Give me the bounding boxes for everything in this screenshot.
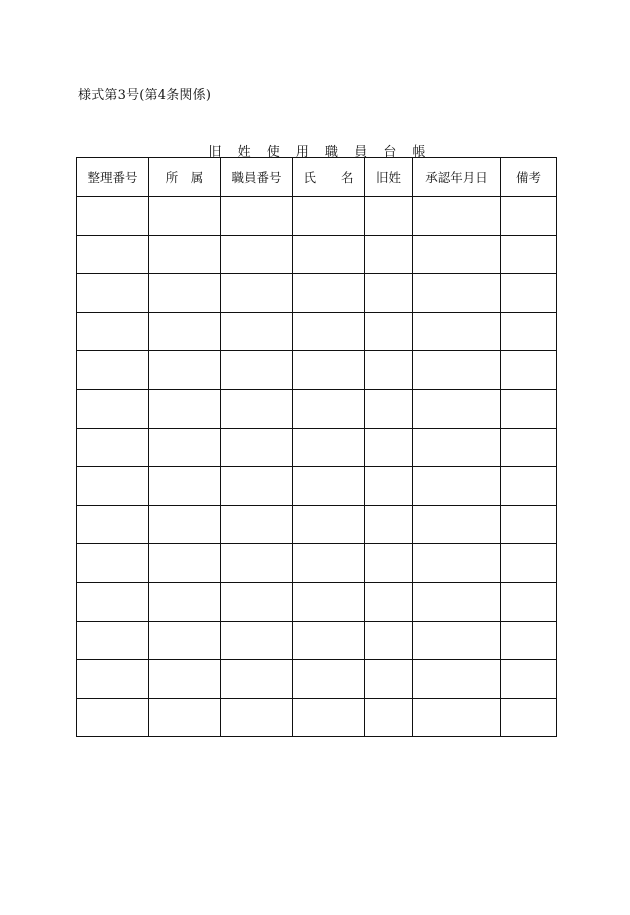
cell-name xyxy=(293,389,365,428)
cell-remarks xyxy=(501,235,557,274)
cell-employee-number xyxy=(221,621,293,660)
cell-name xyxy=(293,274,365,313)
table-row xyxy=(77,197,557,236)
cell-serial-number xyxy=(77,197,149,236)
cell-remarks xyxy=(501,389,557,428)
cell-department xyxy=(149,428,221,467)
cell-remarks xyxy=(501,197,557,236)
cell-employee-number xyxy=(221,351,293,390)
cell-former-surname xyxy=(365,505,413,544)
cell-serial-number xyxy=(77,621,149,660)
cell-department xyxy=(149,698,221,737)
cell-department xyxy=(149,467,221,506)
column-header-employee-number: 職員番号 xyxy=(221,158,293,197)
column-header-former-surname: 旧姓 xyxy=(365,158,413,197)
table-row xyxy=(77,389,557,428)
cell-serial-number xyxy=(77,428,149,467)
cell-former-surname xyxy=(365,197,413,236)
cell-remarks xyxy=(501,582,557,621)
cell-serial-number xyxy=(77,312,149,351)
cell-former-surname xyxy=(365,312,413,351)
table-row xyxy=(77,235,557,274)
cell-remarks xyxy=(501,351,557,390)
table-row xyxy=(77,428,557,467)
cell-department xyxy=(149,621,221,660)
cell-serial-number xyxy=(77,274,149,313)
cell-remarks xyxy=(501,698,557,737)
cell-name xyxy=(293,544,365,583)
cell-remarks xyxy=(501,544,557,583)
cell-former-surname xyxy=(365,621,413,660)
cell-employee-number xyxy=(221,660,293,699)
cell-name xyxy=(293,505,365,544)
cell-name xyxy=(293,582,365,621)
cell-approval-date xyxy=(413,235,501,274)
cell-remarks xyxy=(501,274,557,313)
cell-department xyxy=(149,197,221,236)
cell-department xyxy=(149,389,221,428)
register-table xyxy=(76,157,557,737)
cell-approval-date xyxy=(413,698,501,737)
cell-employee-number xyxy=(221,235,293,274)
form-number: 様式第3号(第4条関係) xyxy=(78,88,212,103)
cell-approval-date xyxy=(413,467,501,506)
cell-employee-number xyxy=(221,197,293,236)
cell-department xyxy=(149,660,221,699)
table-row xyxy=(77,312,557,351)
cell-approval-date xyxy=(413,351,501,390)
cell-department xyxy=(149,274,221,313)
cell-approval-date xyxy=(413,312,501,351)
cell-remarks xyxy=(501,428,557,467)
cell-employee-number xyxy=(221,467,293,506)
cell-employee-number xyxy=(221,505,293,544)
cell-name xyxy=(293,698,365,737)
table-row xyxy=(77,582,557,621)
cell-former-surname xyxy=(365,389,413,428)
table-row xyxy=(77,660,557,699)
cell-former-surname xyxy=(365,467,413,506)
cell-employee-number xyxy=(221,389,293,428)
cell-remarks xyxy=(501,312,557,351)
cell-serial-number xyxy=(77,351,149,390)
cell-department xyxy=(149,505,221,544)
cell-approval-date xyxy=(413,428,501,467)
cell-remarks xyxy=(501,505,557,544)
cell-department xyxy=(149,235,221,274)
cell-approval-date xyxy=(413,505,501,544)
cell-serial-number xyxy=(77,235,149,274)
cell-employee-number xyxy=(221,582,293,621)
cell-employee-number xyxy=(221,274,293,313)
cell-department xyxy=(149,312,221,351)
cell-serial-number xyxy=(77,582,149,621)
table-row xyxy=(77,467,557,506)
cell-serial-number xyxy=(77,467,149,506)
cell-approval-date xyxy=(413,389,501,428)
cell-remarks xyxy=(501,621,557,660)
cell-name xyxy=(293,351,365,390)
cell-former-surname xyxy=(365,351,413,390)
column-header-approval-date: 承認年月日 xyxy=(413,158,501,197)
cell-remarks xyxy=(501,467,557,506)
table-row xyxy=(77,698,557,737)
cell-approval-date xyxy=(413,197,501,236)
cell-employee-number xyxy=(221,312,293,351)
register-title: 旧 姓 使 用 職 員 台 帳 xyxy=(208,145,432,160)
cell-former-surname xyxy=(365,698,413,737)
cell-employee-number xyxy=(221,428,293,467)
table-row xyxy=(77,351,557,390)
cell-department xyxy=(149,544,221,583)
column-header-remarks: 備考 xyxy=(501,158,557,197)
cell-name xyxy=(293,235,365,274)
cell-serial-number xyxy=(77,505,149,544)
cell-serial-number xyxy=(77,544,149,583)
cell-name xyxy=(293,312,365,351)
column-header-name: 氏 名 xyxy=(293,158,365,197)
cell-employee-number xyxy=(221,698,293,737)
cell-former-surname xyxy=(365,544,413,583)
cell-name xyxy=(293,197,365,236)
header-row xyxy=(77,158,557,197)
register-body xyxy=(77,197,557,737)
table-row xyxy=(77,544,557,583)
cell-name xyxy=(293,621,365,660)
column-header-department: 所 属 xyxy=(149,158,221,197)
cell-approval-date xyxy=(413,544,501,583)
cell-approval-date xyxy=(413,660,501,699)
cell-former-surname xyxy=(365,428,413,467)
table-row xyxy=(77,274,557,313)
cell-approval-date xyxy=(413,582,501,621)
cell-serial-number xyxy=(77,698,149,737)
cell-name xyxy=(293,428,365,467)
cell-remarks xyxy=(501,660,557,699)
cell-serial-number xyxy=(77,660,149,699)
cell-department xyxy=(149,351,221,390)
cell-department xyxy=(149,582,221,621)
cell-former-surname xyxy=(365,660,413,699)
cell-approval-date xyxy=(413,621,501,660)
cell-former-surname xyxy=(365,235,413,274)
cell-employee-number xyxy=(221,544,293,583)
cell-name xyxy=(293,467,365,506)
cell-name xyxy=(293,660,365,699)
cell-approval-date xyxy=(413,274,501,313)
table-row xyxy=(77,621,557,660)
cell-former-surname xyxy=(365,582,413,621)
column-header-serial-number: 整理番号 xyxy=(77,158,149,197)
cell-former-surname xyxy=(365,274,413,313)
table-row xyxy=(77,505,557,544)
cell-serial-number xyxy=(77,389,149,428)
